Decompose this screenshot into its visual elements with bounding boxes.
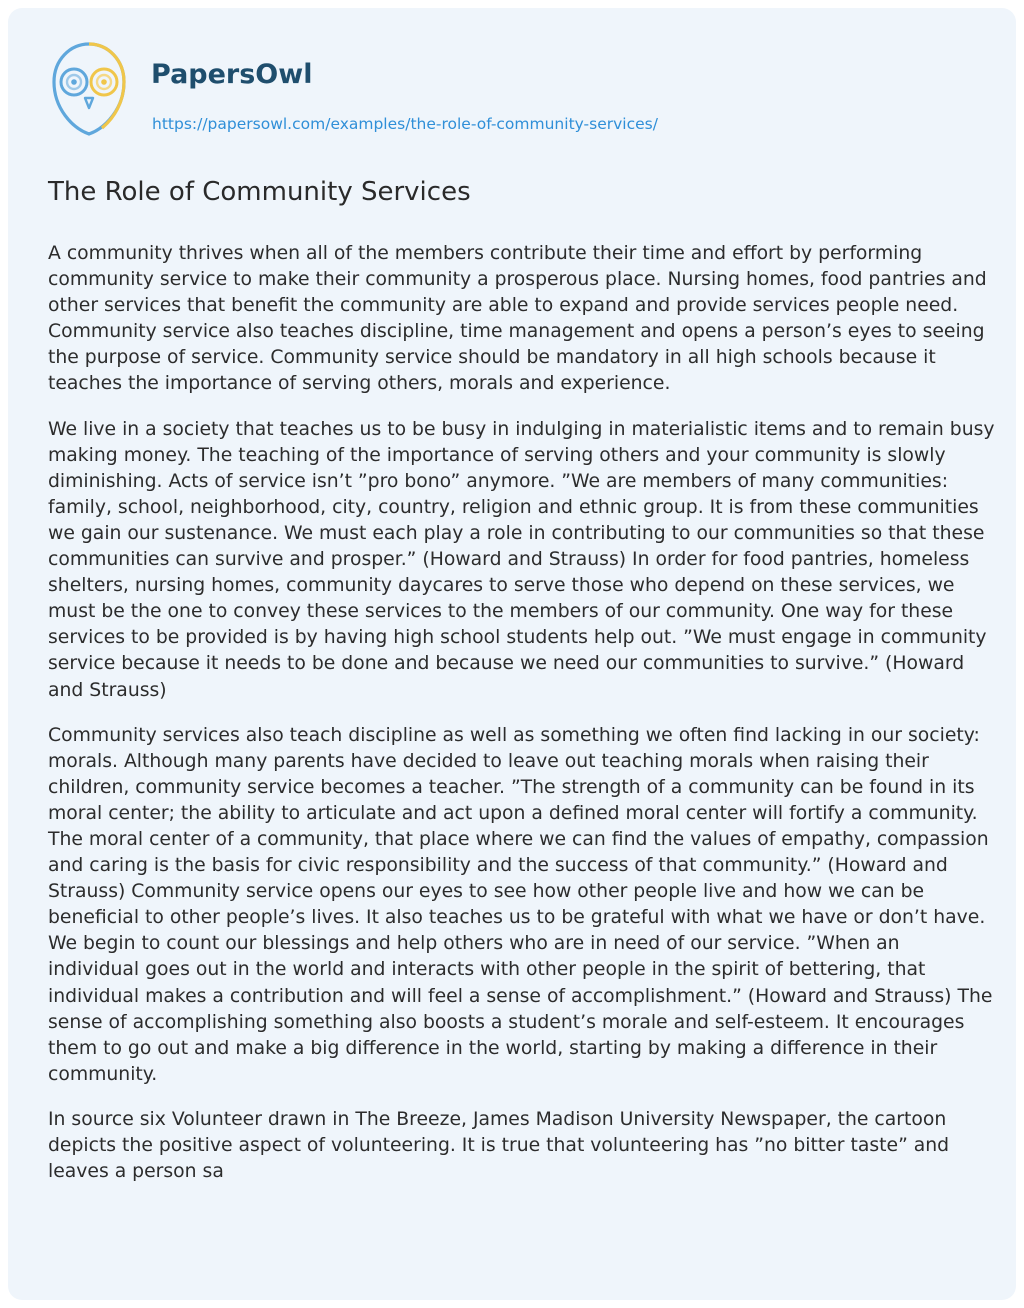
site-header — [48, 38, 988, 138]
essay-page — [8, 8, 1016, 1300]
essay-paragraph: In source six Volunteer drawn in The Breeze, James Madison University Newspaper, the cartoon depicts the positive aspect of volunteering. It is true that volunteering has ”no bitter taste” and leaves a person sa — [48, 1108, 950, 1183]
page-url-link[interactable]: https://papersowl.com/examples/the-role-of-community-services/ — [152, 115, 658, 133]
essay-paragraph: We live in a society that teaches us to be busy in indulging in materialistic items and to remain busy making money. The teaching of the importance of serving others and your community is slowly diminishing. Acts of service isn’t ”pro bono” anymore. ”We are members of many communities: family, school, neighborhood, city, country, religion and ethnic group. It is from these communities we gain our sustenance. We must each play a role in contributing to our communities so that these communities can survive and prosper.” (Howard and Strauss) In order for food pantries, homeless shelters, nursing homes, community daycares to serve those who depend on these services, we must be the one to convey these services to the members of our community. One way for these services to be provided is by having high school students help out. ”We must engage in community service because it needs to be done and because we need our communities to survive.” (Howard and Strauss) — [48, 418, 995, 701]
essay-body — [48, 241, 996, 1204]
essay-paragraph: A community thrives when all of the members contribute their time and effort by performing community service to make their community a prosperous place. Nursing homes, food pantries and other services that benefit the community are able to expand and provide services people need. Community service also teaches discipline, time management and opens a person’s eyes to seeing the purpose of service. Community service should be mandatory in all high schools because it teaches the importance of serving others, morals and experience. — [48, 243, 987, 395]
brand-name[interactable]: PapersOwl — [151, 59, 313, 90]
essay-title: The Role of Community Services — [48, 177, 471, 207]
essay-paragraph: Community services also teach discipline as well as something we often find lacking in our society: morals. Although many parents have decided to leave out teaching morals when raising their children, community service becomes a teacher. ”The strength of a community can be found in its moral center; the ability to articulate and act upon a defined moral center will fortify a community. The moral center of a community, that place where we can find the values of empathy, compassion and caring is the basis for civic responsibility and the success of that community.” (Howard and Strauss) Community service opens our eyes to see how other people live and how we can be beneficial to other people’s lives. It also teaches us to be grateful with what we have or don’t have. We begin to count our blessings and help others who are in need of our service. ”When an individual goes out in the world and interacts with other people in the spirit of bettering, that individual makes a contribution and will feel a sense of accomplishment.” (Howard and Strauss) The sense of accomplishing something also boosts a student’s morale and self-esteem. It encourages them to go out and make a big difference in the world, starting by making a difference in their community. — [48, 724, 993, 1085]
owl-logo-icon[interactable] — [48, 38, 130, 138]
